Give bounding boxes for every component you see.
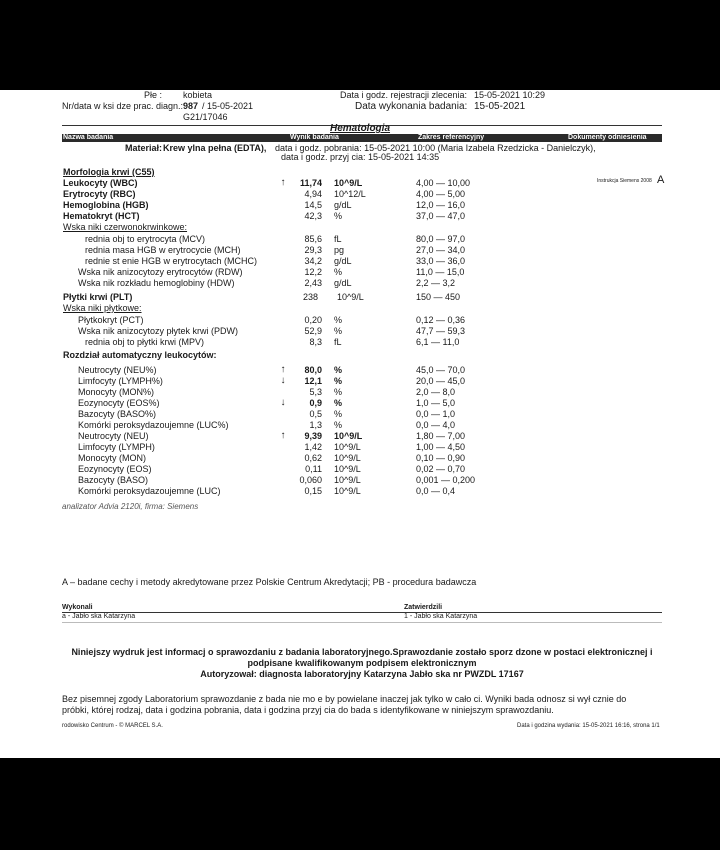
test-value: 52,9 xyxy=(304,326,322,336)
test-name: Komórki peroksydazoujemne (LUC) xyxy=(78,486,221,496)
table-row xyxy=(0,365,720,376)
test-value: 0,9 xyxy=(309,398,322,408)
table-row xyxy=(0,464,720,475)
table-row xyxy=(0,234,720,245)
test-reference-range: 33,0 — 36,0 xyxy=(416,256,466,266)
test-unit: % xyxy=(334,387,343,397)
test-unit: % xyxy=(334,315,343,325)
performed-label: Data wykonania badania: xyxy=(355,101,468,112)
col-documents: Dokumenty odniesienia xyxy=(568,134,647,141)
test-reference-range: 27,0 — 34,0 xyxy=(416,245,466,255)
performed-by-label: Wykonali xyxy=(62,604,93,611)
group-plt-indices: Wska niki płytkowe: xyxy=(63,303,142,313)
material-collection: data i godz. pobrania: 15-05-2021 10:00 (Maria Izabela Rzedzicka - Danielczyk), xyxy=(275,143,596,153)
registration-label: Data i godz. rejestracji zlecenia: xyxy=(340,90,468,100)
test-name: Eozynocyty (EOS) xyxy=(78,464,152,474)
test-name: Hematokryt (HCT) xyxy=(63,211,140,221)
test-value: 1,42 xyxy=(304,442,322,452)
footer-left: rodowisko Centrum - © MARCEL S.A. xyxy=(62,723,163,729)
test-reference-range: 0,001 — 0,200 xyxy=(416,475,476,485)
test-unit: 10^9/L xyxy=(337,292,364,302)
test-reference-range: 37,0 — 47,0 xyxy=(416,211,466,221)
table-row xyxy=(0,453,720,464)
table-row xyxy=(0,431,720,442)
test-reference-range: 47,7 — 59,3 xyxy=(416,326,466,336)
test-reference-range: 6,1 — 11,0 xyxy=(416,337,460,347)
test-name: Monocyty (MON) xyxy=(78,453,147,463)
order-code: G21/17046 xyxy=(183,112,228,122)
table-row xyxy=(0,267,720,278)
test-name: Płytkokryt (PCT) xyxy=(78,315,144,325)
test-name: Erytrocyty (RBC) xyxy=(63,189,136,199)
test-unit: 10^9/L xyxy=(334,431,363,441)
material-received: data i godz. przyj cia: 15-05-2021 14:35 xyxy=(281,152,440,162)
table-row xyxy=(0,178,720,189)
test-reference-range: 0,02 — 0,70 xyxy=(416,464,466,474)
test-value: 4,94 xyxy=(304,189,322,199)
col-name: Nazwa badania xyxy=(63,134,114,141)
test-name: Bazocyty (BASO%) xyxy=(78,409,157,419)
test-unit: 10^9/L xyxy=(334,453,361,463)
test-name: rednia obj to płytki krwi (MPV) xyxy=(85,337,205,347)
table-row xyxy=(0,409,720,420)
signature-underline xyxy=(62,622,662,623)
table-row xyxy=(0,278,720,289)
entry-label: Nr/data w ksi dze prac. diagn.: xyxy=(62,101,184,111)
test-unit: 10^9/L xyxy=(334,486,361,496)
registration-value: 15-05-2021 10:29 xyxy=(474,90,546,100)
test-value: 12,1 xyxy=(304,376,322,386)
test-value: 0,20 xyxy=(304,315,322,325)
material-value: Krew ylna pełna (EDTA), xyxy=(163,143,267,153)
test-name: rednia masa HGB w erytrocycie (MCH) xyxy=(85,245,241,255)
test-value: 9,39 xyxy=(304,431,322,441)
table-row xyxy=(0,337,720,348)
test-unit: 10^9/L xyxy=(334,178,363,188)
material-label: Materiał: xyxy=(125,143,163,153)
test-unit: % xyxy=(334,376,343,386)
test-name: Hemoglobina (HGB) xyxy=(63,200,149,210)
test-value: 5,3 xyxy=(309,387,322,397)
test-name: Wska nik anizocytozy płytek krwi (PDW) xyxy=(78,326,239,336)
col-result: Wynik badania xyxy=(290,134,339,141)
test-unit: 10^12/L xyxy=(334,189,366,199)
test-value: 12,2 xyxy=(304,267,322,277)
test-reference-range: 0,12 — 0,36 xyxy=(416,315,466,325)
test-unit: 10^9/L xyxy=(334,464,361,474)
test-value: 29,3 xyxy=(304,245,322,255)
footer-right: Data i godzina wydania: 15-05-2021 16:16, strona 1/1 xyxy=(517,723,660,729)
table-row xyxy=(0,420,720,431)
test-name: Eozynocyty (EOS%) xyxy=(78,398,160,408)
test-unit: fL xyxy=(334,337,342,347)
table-row xyxy=(0,387,720,398)
test-value: 14,5 xyxy=(304,200,322,210)
test-reference-range: 11,0 — 15,0 xyxy=(416,267,465,277)
report-page xyxy=(0,90,720,758)
table-row xyxy=(0,326,720,337)
test-name: Neutrocyty (NEU) xyxy=(78,431,149,441)
accreditation-legend: A – badane cechy i metody akredytowane przez Polskie Centrum Akredytacji; PB - procedura badawcza xyxy=(62,577,477,587)
table-row xyxy=(0,398,720,409)
test-reference-range: 2,0 — 8,0 xyxy=(416,387,456,397)
test-value: 0,15 xyxy=(304,486,322,496)
test-reference-range: 150 — 450 xyxy=(416,292,461,302)
test-unit: % xyxy=(334,365,343,375)
test-name: rednia obj to erytrocyta (MCV) xyxy=(85,234,206,244)
test-value: 0,62 xyxy=(304,453,322,463)
test-value: 34,2 xyxy=(304,256,322,266)
test-value: 11,74 xyxy=(299,178,322,188)
entry-value: 987 xyxy=(183,101,199,111)
test-reference-range: 1,0 — 5,0 xyxy=(416,398,456,408)
approved-by-label: Zatwierdzili xyxy=(404,604,443,611)
approved-by-value: 1 - Jabło ska Katarzyna xyxy=(404,613,478,620)
flag-icon: ↑ xyxy=(280,177,286,188)
sex-label: Płe : xyxy=(144,90,163,100)
test-reference-range: 0,0 — 0,4 xyxy=(416,486,456,496)
test-value: 2,43 xyxy=(304,278,322,288)
test-reference-range: 20,0 — 45,0 xyxy=(416,376,466,386)
test-value: 1,3 xyxy=(309,420,322,430)
test-reference-range: 0,0 — 4,0 xyxy=(416,420,456,430)
test-value: 0,5 xyxy=(309,409,322,419)
test-unit: fL xyxy=(334,234,342,244)
table-row xyxy=(0,211,720,222)
disclaimer-line-1: Bez pisemnej zgody Laboratorium sprawozdanie z bada nie mo e by powielane inaczej jak tylko w cało ci. Wyniki bada odnosz si wył cznie do xyxy=(62,694,627,704)
test-reference-range: 1,80 — 7,00 xyxy=(416,431,466,441)
test-reference-range: 0,0 — 1,0 xyxy=(416,409,456,419)
sex-value: kobieta xyxy=(183,90,213,100)
test-unit: % xyxy=(334,420,343,430)
col-reference: Zakres referencyjny xyxy=(418,134,485,141)
test-reference-range: 2,2 — 3,2 xyxy=(416,278,456,288)
test-value: 42,3 xyxy=(304,211,322,221)
test-unit: % xyxy=(334,409,343,419)
table-row xyxy=(0,200,720,211)
table-row xyxy=(0,292,720,303)
notice-line-3: Autoryzował: diagnosta laboratoryjny Katarzyna Jabło ska nr PWZDL 17167 xyxy=(200,669,524,679)
side-note: Instrukcja Siemens 2008 xyxy=(597,178,652,184)
test-value: 8,3 xyxy=(309,337,322,347)
test-unit: % xyxy=(334,326,343,336)
test-unit: 10^9/L xyxy=(334,475,361,485)
test-unit: % xyxy=(334,267,343,277)
flag-icon: ↓ xyxy=(280,375,286,386)
table-row xyxy=(0,315,720,326)
test-reference-range: 4,00 — 5,00 xyxy=(416,189,466,199)
performed-by-value: a - Jabło ska Katarzyna xyxy=(62,613,136,620)
notice-line-1: Niniejszy wydruk jest informacj o sprawozdaniu z badania laboratoryjnego.Sprawozdanie zostało sporz dzone w postaci elektronicznej i xyxy=(71,647,653,657)
table-row xyxy=(0,189,720,200)
test-unit: 10^9/L xyxy=(334,442,361,452)
table-row xyxy=(0,256,720,267)
test-unit: g/dL xyxy=(334,200,352,210)
test-reference-range: 12,0 — 16,0 xyxy=(416,200,466,210)
test-value: 80,0 xyxy=(304,365,322,375)
table-row xyxy=(0,245,720,256)
test-name: rednie st enie HGB w erytrocytach (MCHC) xyxy=(85,256,258,266)
notice-line-2: podpisane kwalifikowanym podpisem elektronicznym xyxy=(247,658,477,668)
signature-rule xyxy=(62,612,662,613)
test-reference-range: 1,00 — 4,50 xyxy=(416,442,466,452)
test-reference-range: 80,0 — 97,0 xyxy=(416,234,466,244)
test-name: Wska nik anizocytozy erytrocytów (RDW) xyxy=(78,267,243,277)
test-unit: % xyxy=(334,398,343,408)
flag-icon: ↑ xyxy=(280,364,286,375)
test-unit: g/dL xyxy=(334,256,352,266)
accreditation-mark: A xyxy=(657,174,665,186)
disclaimer-line-2: próbki, której rodzaj, data i godzina pobrania, data i godzina przyj cia do bada s identyfikowane w niniejszym sprawozdaniu. xyxy=(62,705,554,715)
group-differential: Rozdział automatyczny leukocytów: xyxy=(63,350,217,360)
test-unit: pg xyxy=(334,245,345,255)
group-morphology: Morfologia krwi (C55) xyxy=(63,167,155,177)
flag-icon: ↑ xyxy=(280,430,286,441)
test-unit: g/dL xyxy=(334,278,352,288)
test-reference-range: 4,00 — 10,00 xyxy=(416,178,471,188)
test-name: Płytki krwi (PLT) xyxy=(63,292,133,302)
test-reference-range: 45,0 — 70,0 xyxy=(416,365,466,375)
test-reference-range: 0,10 — 0,90 xyxy=(416,453,466,463)
entry-date: / 15-05-2021 xyxy=(202,101,254,111)
table-row xyxy=(0,442,720,453)
test-name: Leukocyty (WBC) xyxy=(63,178,138,188)
test-name: Wska nik rozkładu hemoglobiny (HDW) xyxy=(78,278,235,288)
test-name: Monocyty (MON%) xyxy=(78,387,155,397)
test-name: Neutrocyty (NEU%) xyxy=(78,365,157,375)
test-value: 85,6 xyxy=(304,234,322,244)
test-value: 0,11 xyxy=(305,464,322,474)
test-unit: % xyxy=(334,211,343,221)
table-row xyxy=(0,486,720,497)
section-title: Hematologia xyxy=(330,123,391,134)
group-rbc-indices: Wska niki czerwonokrwinkowe: xyxy=(63,222,188,232)
test-name: Limfocyty (LYMPH) xyxy=(78,442,155,452)
test-value: 0,060 xyxy=(299,475,322,485)
flag-icon: ↓ xyxy=(280,397,286,408)
analyzer-note: analizator Advia 2120i, firma: Siemens xyxy=(62,502,199,511)
test-name: Komórki peroksydazoujemne (LUC%) xyxy=(78,420,229,430)
table-row xyxy=(0,475,720,486)
test-value: 238 xyxy=(302,292,318,302)
test-name: Limfocyty (LYMPH%) xyxy=(78,376,163,386)
test-name: Bazocyty (BASO) xyxy=(78,475,149,485)
performed-value: 15-05-2021 xyxy=(474,101,526,112)
table-row xyxy=(0,376,720,387)
